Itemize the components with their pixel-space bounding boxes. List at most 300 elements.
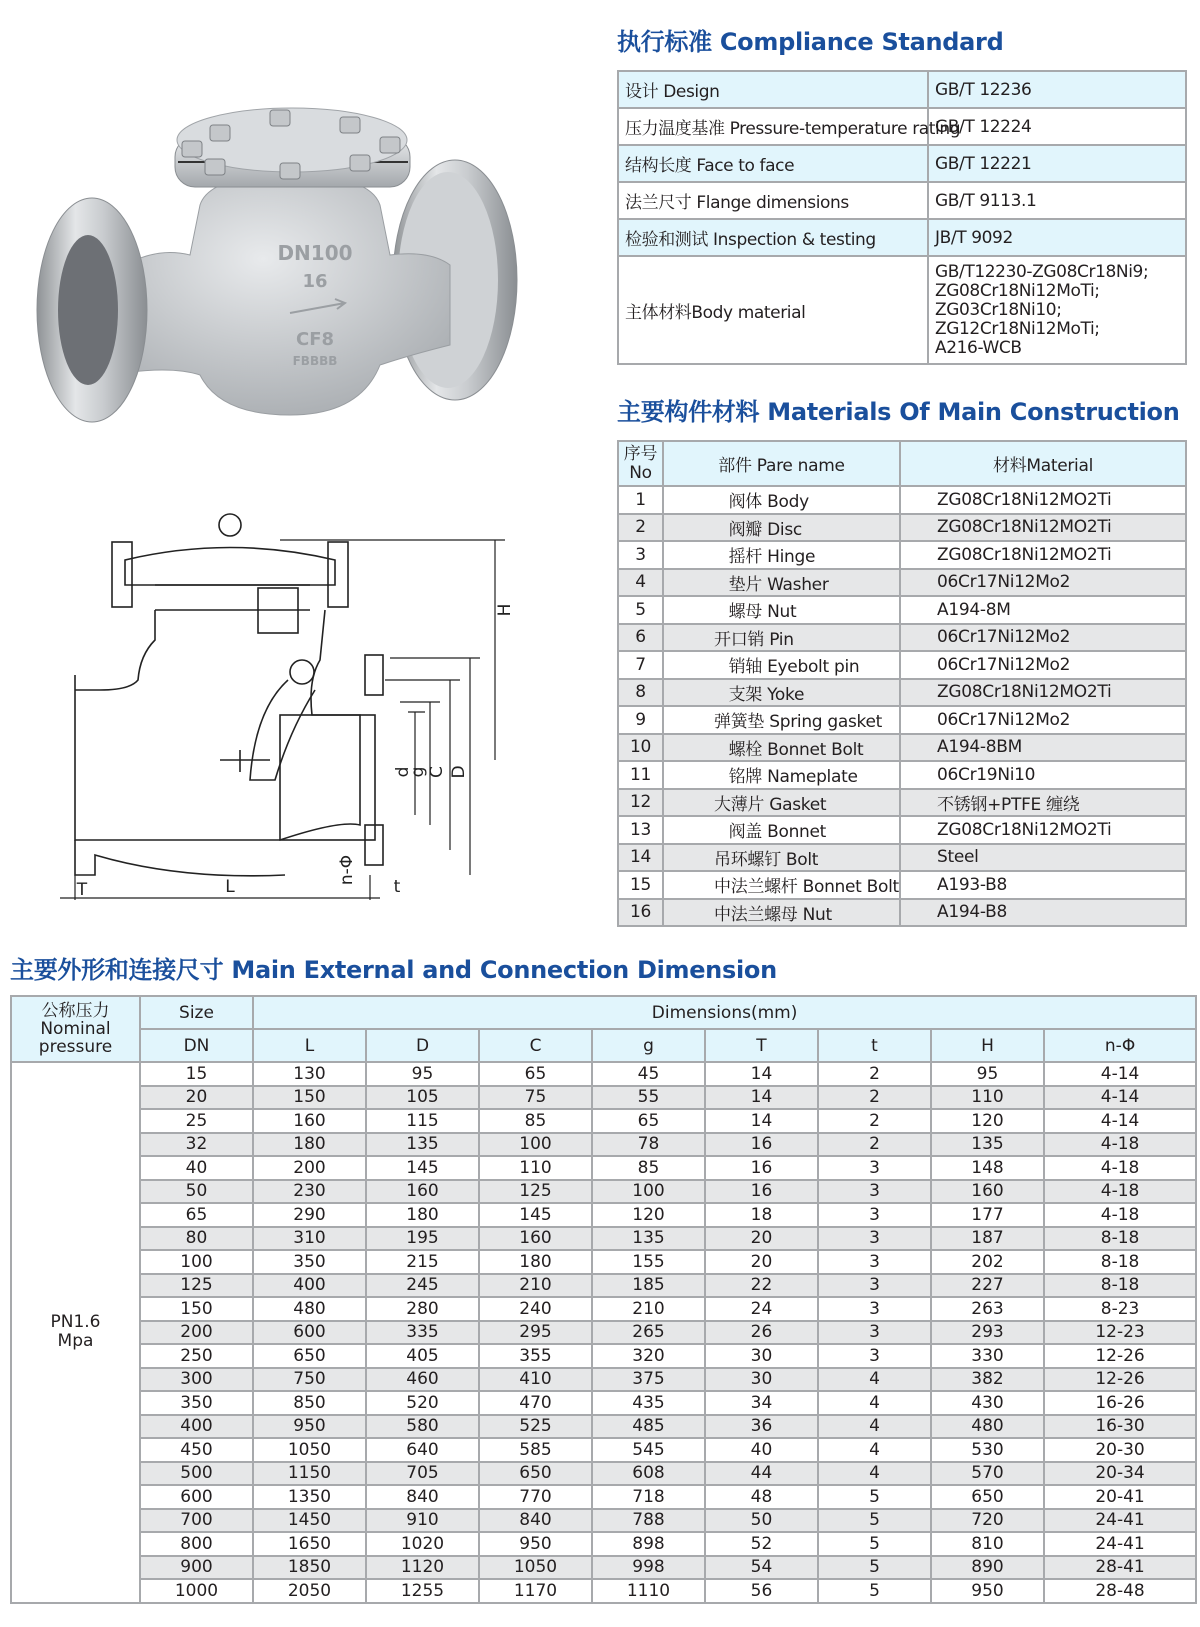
dims-cell: 293	[931, 1321, 1044, 1345]
dims-cell: 295	[479, 1321, 592, 1345]
part-number: 3	[618, 541, 663, 569]
header-np-en1: Nominal	[40, 1019, 111, 1039]
dims-cell: 2050	[253, 1579, 366, 1603]
part-material: A193-B8	[900, 871, 1186, 899]
dims-row	[11, 1485, 1196, 1509]
dims-row	[11, 1368, 1196, 1392]
dims-row	[11, 1391, 1196, 1415]
dims-cell: 52	[705, 1532, 818, 1556]
compliance-value-line: A216-WCB	[935, 337, 1022, 358]
dims-cell: 1120	[366, 1556, 479, 1580]
dims-cell: 40	[705, 1438, 818, 1462]
dims-cell: 3	[818, 1344, 931, 1368]
part-name	[663, 569, 900, 597]
dims-cell: 14	[705, 1062, 818, 1086]
dims-cell: 75	[479, 1086, 592, 1110]
compliance-value: GB/T 12224	[928, 108, 1186, 145]
dims-cell: 3	[818, 1297, 931, 1321]
part-name-cn: 阀盖	[728, 822, 762, 843]
dims-cell: 160	[253, 1109, 366, 1133]
dims-cell: 525	[479, 1415, 592, 1439]
compliance-value: GB/T 9113.1	[928, 182, 1186, 219]
marking-pressure: 16	[302, 271, 328, 292]
dims-cell: 135	[931, 1133, 1044, 1157]
dims-cell: 355	[479, 1344, 592, 1368]
part-material: ZG08Cr18Ni12MO2Ti	[900, 541, 1186, 569]
part-name	[663, 816, 900, 844]
pressure-unit: Mpa	[57, 1331, 94, 1352]
dims-cell: 320	[592, 1344, 705, 1368]
dim-label-g: g	[408, 766, 428, 778]
dims-cell: 155	[592, 1250, 705, 1274]
compliance-label: 检验和测试 Inspection & testing	[618, 219, 928, 256]
dims-cell: 890	[931, 1556, 1044, 1580]
dims-cell: 105	[366, 1086, 479, 1110]
dims-cell: 950	[931, 1579, 1044, 1603]
dims-col-header: g	[592, 1029, 705, 1062]
dims-cell: 16-30	[1044, 1415, 1196, 1439]
dims-cell: 310	[253, 1227, 366, 1251]
dims-cell: 1150	[253, 1462, 366, 1486]
dims-cell: 1020	[366, 1532, 479, 1556]
header-size: Size	[140, 996, 253, 1029]
dims-row	[11, 1415, 1196, 1439]
dims-cell: 898	[592, 1532, 705, 1556]
part-number: 7	[618, 651, 663, 679]
compliance-label: 压力温度基准 Pressure-temperature rating	[618, 108, 928, 145]
dims-cell: 900	[140, 1556, 253, 1580]
dims-cell: 8-23	[1044, 1297, 1196, 1321]
dims-cell: 20	[705, 1250, 818, 1274]
part-name-cn: 中法兰螺母	[714, 904, 798, 925]
dims-row	[11, 1509, 1196, 1533]
dims-cell: 3	[818, 1321, 931, 1345]
dims-cell: 788	[592, 1509, 705, 1533]
dims-cell: 600	[253, 1321, 366, 1345]
dims-cell: 3	[818, 1156, 931, 1180]
dims-cell: 650	[479, 1462, 592, 1486]
dim-label-H: H	[495, 603, 515, 617]
dims-cell: 650	[931, 1485, 1044, 1509]
dims-cell: 180	[479, 1250, 592, 1274]
part-material: 不锈钢+PTFE 缠绕	[900, 789, 1186, 817]
dims-cell: 15	[140, 1062, 253, 1086]
part-name-cn: 弹簧垫	[714, 712, 765, 733]
dimensions-table	[10, 995, 1197, 1604]
dims-cell: 24-41	[1044, 1509, 1196, 1533]
dims-cell: 480	[931, 1415, 1044, 1439]
dims-cell: 50	[140, 1180, 253, 1204]
dims-cell: 650	[253, 1344, 366, 1368]
compliance-value	[928, 256, 1186, 364]
materials-row	[618, 899, 1186, 927]
part-name-en: Washer	[767, 574, 829, 595]
part-number: 12	[618, 789, 663, 817]
dims-cell: 95	[366, 1062, 479, 1086]
dims-cell: 135	[366, 1133, 479, 1157]
materials-row	[618, 789, 1186, 817]
dims-cell: 450	[140, 1438, 253, 1462]
dims-cell: 810	[931, 1532, 1044, 1556]
dims-cell: 400	[140, 1415, 253, 1439]
dims-cell: 5	[818, 1485, 931, 1509]
part-name-en: Disc	[767, 519, 802, 540]
dims-cell: 608	[592, 1462, 705, 1486]
dims-cell: 1450	[253, 1509, 366, 1533]
pressure-value: PN1.6	[50, 1312, 101, 1333]
materials-table	[617, 440, 1187, 927]
dims-cell: 485	[592, 1415, 705, 1439]
dims-cell: 705	[366, 1462, 479, 1486]
dims-cell: 4	[818, 1462, 931, 1486]
dims-cell: 40	[140, 1156, 253, 1180]
part-name	[663, 899, 900, 927]
header-no-cn: 序号	[623, 443, 658, 464]
dims-cell: 910	[366, 1509, 479, 1533]
part-name-en: Bonnet Bolt	[767, 739, 864, 760]
materials-row	[618, 816, 1186, 844]
dims-cell: 22	[705, 1274, 818, 1298]
dims-cell: 160	[366, 1180, 479, 1204]
part-number: 8	[618, 679, 663, 707]
dims-cell: 520	[366, 1391, 479, 1415]
part-material: 06Cr17Ni12Mo2	[900, 624, 1186, 652]
materials-title: 主要构件材料 Materials Of Main Construction	[617, 398, 1180, 426]
dims-cell: 44	[705, 1462, 818, 1486]
dims-cell: 4-14	[1044, 1109, 1196, 1133]
part-name-en: Yoke	[767, 684, 805, 705]
marking-heat: FBBBB	[292, 354, 338, 368]
dim-label-t: t	[393, 877, 401, 897]
dim-label-n-phi: n-Φ	[337, 854, 357, 886]
compliance-value-line: GB/T12230-ZG08Cr18Ni9;	[935, 261, 1149, 282]
dims-cell: 1350	[253, 1485, 366, 1509]
part-name-cn: 大薄片	[714, 794, 765, 815]
part-material: 06Cr17Ni12Mo2	[900, 651, 1186, 679]
marking-material: CF8	[295, 329, 335, 350]
materials-row	[618, 734, 1186, 762]
dims-cell: 8-18	[1044, 1250, 1196, 1274]
part-material: A194-8BM	[900, 734, 1186, 762]
marking-dn: DN100	[277, 241, 353, 265]
header-material: 材料Material	[900, 441, 1186, 486]
dims-cell: 227	[931, 1274, 1044, 1298]
dims-col-header: n-Φ	[1044, 1029, 1196, 1062]
dims-cell: 265	[592, 1321, 705, 1345]
dims-cell: 150	[140, 1297, 253, 1321]
part-name-en: Nut	[767, 602, 797, 623]
part-material: ZG08Cr18Ni12MO2Ti	[900, 486, 1186, 514]
dims-cell: 85	[592, 1156, 705, 1180]
part-name-en: Pin	[769, 629, 794, 650]
materials-row	[618, 679, 1186, 707]
dims-cell: 26	[705, 1321, 818, 1345]
dims-cell: 240	[479, 1297, 592, 1321]
dims-cell: 1110	[592, 1579, 705, 1603]
dims-cell: 3	[818, 1203, 931, 1227]
dims-cell: 195	[366, 1227, 479, 1251]
part-name-cn: 摇杆	[728, 547, 762, 568]
part-number: 1	[618, 486, 663, 514]
dims-cell: 375	[592, 1368, 705, 1392]
dims-cell: 3	[818, 1180, 931, 1204]
materials-row	[618, 844, 1186, 872]
product-photo	[30, 55, 560, 450]
part-number: 2	[618, 514, 663, 542]
part-name-cn: 垫片	[728, 574, 762, 595]
part-name-en: Bolt	[785, 849, 819, 870]
header-dimensions: Dimensions(mm)	[253, 996, 1196, 1029]
dims-cell: 30	[705, 1344, 818, 1368]
dims-cell: 640	[366, 1438, 479, 1462]
dims-cell: 460	[366, 1368, 479, 1392]
dims-cell: 150	[253, 1086, 366, 1110]
part-name	[663, 624, 900, 652]
part-material: 06Cr17Ni12Mo2	[900, 569, 1186, 597]
dims-cell: 263	[931, 1297, 1044, 1321]
part-number: 13	[618, 816, 663, 844]
dims-cell: 840	[366, 1485, 479, 1509]
dims-cell: 850	[253, 1391, 366, 1415]
dim-label-L: L	[225, 877, 235, 897]
header-np-en2: pressure	[38, 1037, 113, 1057]
dims-cell: 405	[366, 1344, 479, 1368]
dims-cell: 400	[253, 1274, 366, 1298]
dims-cell: 180	[253, 1133, 366, 1157]
part-name-en: Gasket	[769, 794, 827, 815]
part-name-en: Bonnet	[767, 822, 827, 843]
dim-label-D: D	[449, 765, 469, 779]
dims-row	[11, 1133, 1196, 1157]
dims-cell: 16-26	[1044, 1391, 1196, 1415]
dims-cell: 4-18	[1044, 1203, 1196, 1227]
dims-cell: 14	[705, 1109, 818, 1133]
dims-cell: 32	[140, 1133, 253, 1157]
part-material: ZG08Cr18Ni12MO2Ti	[900, 679, 1186, 707]
dims-cell: 200	[140, 1321, 253, 1345]
dims-cell: 2	[818, 1109, 931, 1133]
dims-cell: 28-48	[1044, 1579, 1196, 1603]
dims-cell: 8-18	[1044, 1274, 1196, 1298]
part-name-en: Bonnet Bolt	[802, 877, 899, 898]
dims-cell: 4-14	[1044, 1086, 1196, 1110]
dims-cell: 700	[140, 1509, 253, 1533]
dims-cell: 300	[140, 1368, 253, 1392]
part-name-cn: 螺栓	[728, 739, 762, 760]
part-name-cn: 开口销	[714, 629, 765, 650]
dims-cell: 120	[592, 1203, 705, 1227]
dims-cell: 250	[140, 1344, 253, 1368]
part-material: 06Cr17Ni12Mo2	[900, 706, 1186, 734]
compliance-row	[618, 145, 1186, 182]
part-number: 14	[618, 844, 663, 872]
dims-cell: 2	[818, 1133, 931, 1157]
valve-section-drawing	[40, 480, 530, 900]
part-material: ZG08Cr18Ni12MO2Ti	[900, 816, 1186, 844]
dims-header-row-2	[11, 1029, 1196, 1062]
dims-cell: 335	[366, 1321, 479, 1345]
part-name-en: Hinge	[767, 547, 816, 568]
compliance-label: 设计 Design	[618, 71, 928, 108]
part-name	[663, 486, 900, 514]
dims-cell: 950	[479, 1532, 592, 1556]
part-material: Steel	[900, 844, 1186, 872]
part-name	[663, 651, 900, 679]
compliance-value: JB/T 9092	[928, 219, 1186, 256]
dims-cell: 580	[366, 1415, 479, 1439]
dims-col-header: H	[931, 1029, 1044, 1062]
part-name	[663, 596, 900, 624]
dims-cell: 545	[592, 1438, 705, 1462]
dims-cell: 8-18	[1044, 1227, 1196, 1251]
dims-cell: 5	[818, 1509, 931, 1533]
dims-cell: 78	[592, 1133, 705, 1157]
compliance-value-line: ZG03Cr18Ni10;	[935, 299, 1062, 320]
materials-row	[618, 624, 1186, 652]
dims-cell: 65	[140, 1203, 253, 1227]
part-material: 06Cr19Ni10	[900, 761, 1186, 789]
dims-cell: 585	[479, 1438, 592, 1462]
dims-cell: 570	[931, 1462, 1044, 1486]
dims-cell: 24	[705, 1297, 818, 1321]
compliance-label: 结构长度 Face to face	[618, 145, 928, 182]
dims-row	[11, 1180, 1196, 1204]
header-no-en: No	[629, 462, 652, 483]
dims-row	[11, 1156, 1196, 1180]
dims-cell: 840	[479, 1509, 592, 1533]
compliance-row	[618, 108, 1186, 145]
dims-row	[11, 1462, 1196, 1486]
part-name-en: Spring gasket	[769, 712, 883, 733]
dims-cell: 230	[253, 1180, 366, 1204]
dim-label-T: T	[76, 880, 88, 900]
header-no	[618, 441, 663, 486]
dims-cell: 120	[931, 1109, 1044, 1133]
dims-row	[11, 1344, 1196, 1368]
dims-cell: 5	[818, 1579, 931, 1603]
part-name-en: Nut	[802, 904, 832, 925]
dims-row	[11, 1532, 1196, 1556]
part-number: 10	[618, 734, 663, 762]
part-name	[663, 844, 900, 872]
dims-cell: 100	[479, 1133, 592, 1157]
dims-cell: 4	[818, 1368, 931, 1392]
materials-row	[618, 486, 1186, 514]
part-name	[663, 871, 900, 899]
dims-cell: 998	[592, 1556, 705, 1580]
dims-cell: 50	[705, 1509, 818, 1533]
dims-cell: 100	[140, 1250, 253, 1274]
materials-row	[618, 871, 1186, 899]
dims-row	[11, 1579, 1196, 1603]
dims-cell: 1170	[479, 1579, 592, 1603]
dims-cell: 28-41	[1044, 1556, 1196, 1580]
dims-cell: 4	[818, 1438, 931, 1462]
dims-cell: 25	[140, 1109, 253, 1133]
dim-label-d: d	[393, 766, 413, 778]
materials-row	[618, 596, 1186, 624]
dims-cell: 20-41	[1044, 1485, 1196, 1509]
dims-cell: 4-14	[1044, 1062, 1196, 1086]
dims-cell: 2	[818, 1062, 931, 1086]
dims-cell: 125	[140, 1274, 253, 1298]
materials-row	[618, 761, 1186, 789]
dims-col-header: L	[253, 1029, 366, 1062]
dims-cell: 110	[931, 1086, 1044, 1110]
dims-cell: 4	[818, 1415, 931, 1439]
nominal-pressure-cell	[11, 1062, 140, 1603]
dims-cell: 1000	[140, 1579, 253, 1603]
dim-label-C: C	[427, 766, 447, 778]
dims-cell: 3	[818, 1227, 931, 1251]
dims-cell: 110	[479, 1156, 592, 1180]
dims-cell: 55	[592, 1086, 705, 1110]
dims-cell: 30	[705, 1368, 818, 1392]
dims-row	[11, 1274, 1196, 1298]
compliance-label: 主体材料Body material	[618, 256, 928, 364]
dims-cell: 4-18	[1044, 1156, 1196, 1180]
technical-drawing	[40, 480, 530, 900]
dims-cell: 1650	[253, 1532, 366, 1556]
dims-cell: 65	[479, 1062, 592, 1086]
dims-cell: 770	[479, 1485, 592, 1509]
dims-col-header: C	[479, 1029, 592, 1062]
compliance-value-line: ZG08Cr18Ni12MoTi;	[935, 280, 1100, 301]
part-number: 11	[618, 761, 663, 789]
dims-cell: 36	[705, 1415, 818, 1439]
dims-cell: 125	[479, 1180, 592, 1204]
part-number: 5	[618, 596, 663, 624]
dims-cell: 350	[140, 1391, 253, 1415]
compliance-row	[618, 71, 1186, 108]
dims-cell: 187	[931, 1227, 1044, 1251]
dims-cell: 1255	[366, 1579, 479, 1603]
part-number: 15	[618, 871, 663, 899]
compliance-title: 执行标准 Compliance Standard	[617, 28, 1004, 56]
dims-cell: 435	[592, 1391, 705, 1415]
materials-row	[618, 514, 1186, 542]
part-number: 4	[618, 569, 663, 597]
part-name-cn: 阀瓣	[728, 519, 762, 540]
dims-cell: 45	[592, 1062, 705, 1086]
part-name-cn: 螺母	[728, 602, 762, 623]
dims-cell: 16	[705, 1180, 818, 1204]
dims-row	[11, 1086, 1196, 1110]
dims-cell: 1050	[479, 1556, 592, 1580]
part-number: 16	[618, 899, 663, 927]
dims-cell: 350	[253, 1250, 366, 1274]
dims-cell: 177	[931, 1203, 1044, 1227]
dims-row	[11, 1062, 1196, 1086]
dims-cell: 130	[253, 1062, 366, 1086]
dims-cell: 5	[818, 1556, 931, 1580]
dims-cell: 480	[253, 1297, 366, 1321]
part-material: ZG08Cr18Ni12MO2Ti	[900, 514, 1186, 542]
dims-cell: 280	[366, 1297, 479, 1321]
part-name	[663, 761, 900, 789]
dims-cell: 20	[705, 1227, 818, 1251]
dims-cell: 245	[366, 1274, 479, 1298]
part-name	[663, 706, 900, 734]
dims-cell: 14	[705, 1086, 818, 1110]
compliance-value: GB/T 12221	[928, 145, 1186, 182]
part-name-en: Eyebolt pin	[767, 657, 860, 678]
dims-cell: 202	[931, 1250, 1044, 1274]
dims-cell: 135	[592, 1227, 705, 1251]
dims-row	[11, 1297, 1196, 1321]
dims-cell: 530	[931, 1438, 1044, 1462]
dims-cell: 160	[931, 1180, 1044, 1204]
